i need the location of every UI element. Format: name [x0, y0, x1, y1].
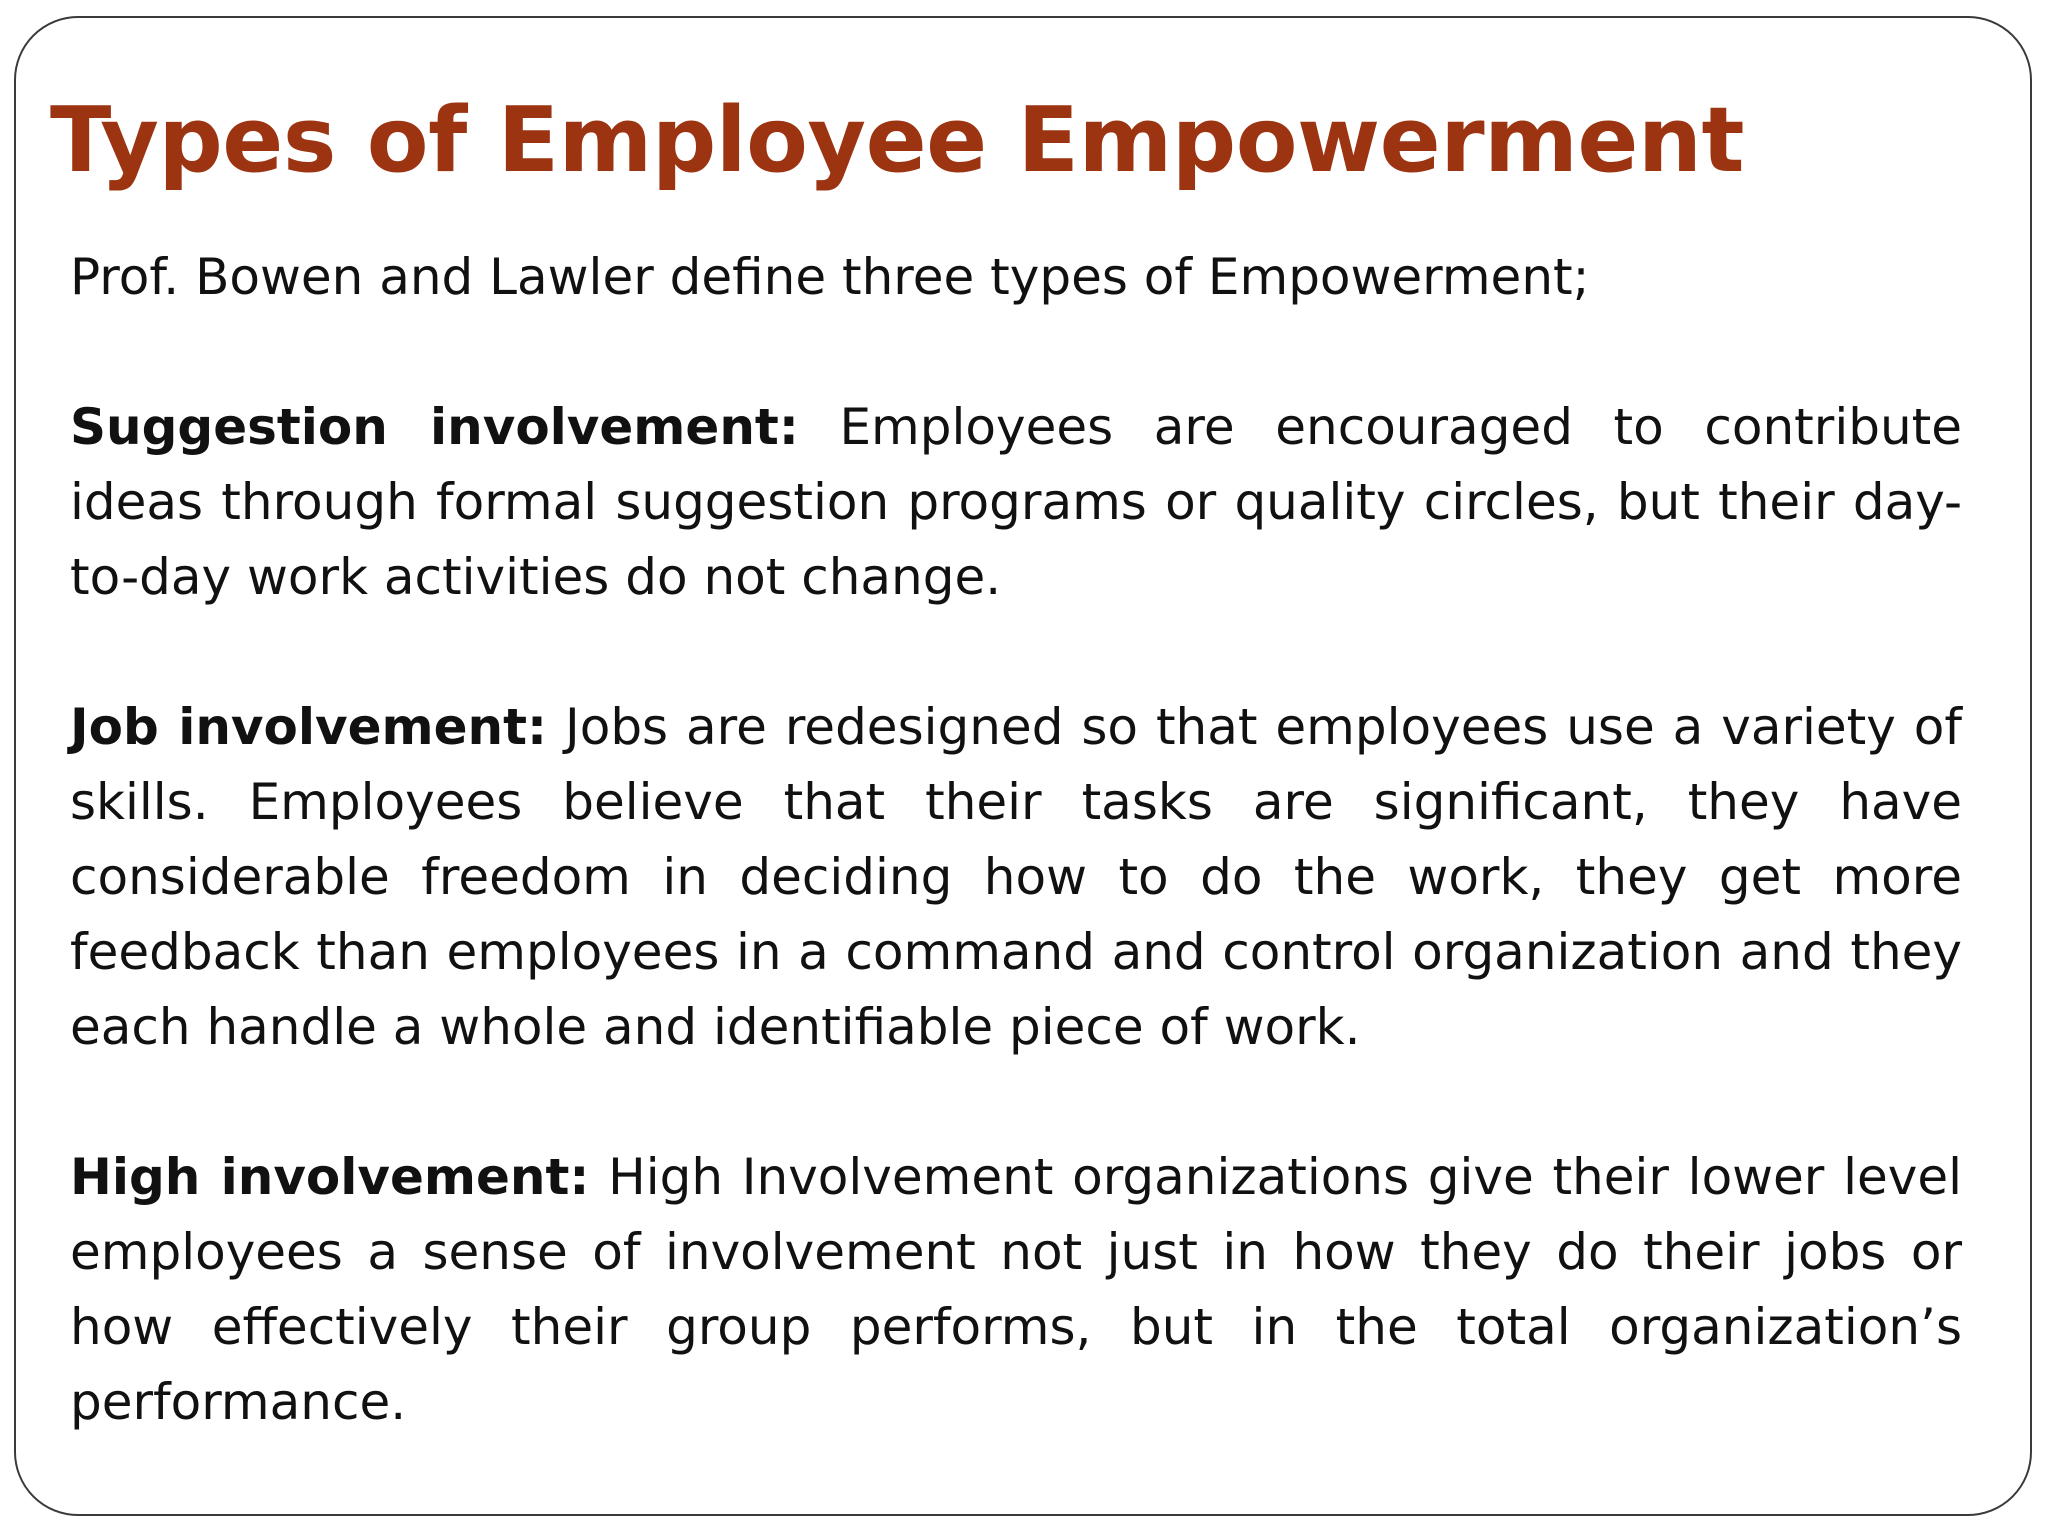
slide-title: Types of Employee Empowerment [50, 88, 1745, 193]
empowerment-type-job [70, 690, 1962, 1065]
type-description: Jobs are redesigned so that employees use a variety of skills. Employees believe that their tasks are significant, they have considerable freedom in deciding how to do the work, they get more feedback than employees in a command and control organization and they each handle a whole and identifiable piece of work. [70, 698, 1962, 1056]
intro-text: Prof. Bowen and Lawler define three types of Empowerment; [70, 248, 1590, 306]
empowerment-type-high [70, 1140, 1962, 1440]
type-description: High Involvement organizations give their lower level employees a sense of involvement not just in how they do their jobs or how effectively their group performs, but in the total organization’s performance. [70, 1148, 1962, 1431]
type-description: Employees are encouraged to contribute ideas through formal suggestion programs or quality circles, but their day-to-day work activities do not change. [70, 398, 1963, 606]
slide-content [70, 240, 1962, 1440]
type-term: Suggestion involvement: [70, 398, 799, 456]
empowerment-type-suggestion [70, 390, 1962, 615]
type-term: High involvement: [70, 1148, 590, 1206]
type-term: Job involvement: [70, 698, 548, 756]
